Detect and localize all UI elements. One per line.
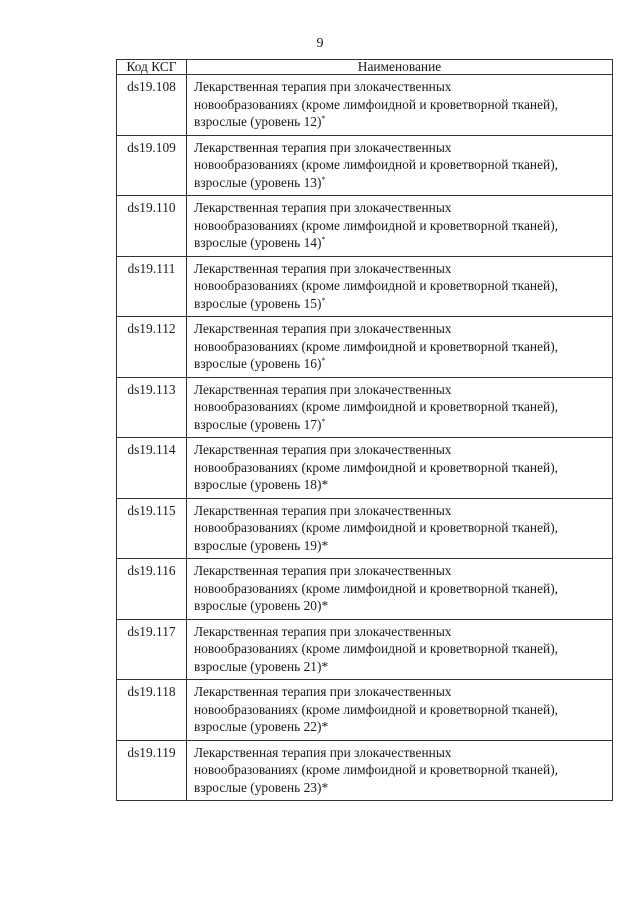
table-row: [117, 619, 613, 680]
ksg-code-cell: ds19.118: [117, 680, 187, 741]
name-line1: Лекарственная терапия при злокачественных: [194, 321, 452, 336]
ksg-code-cell: ds19.115: [117, 498, 187, 559]
name-line3-text: взрослые (уровень 22): [194, 719, 322, 734]
ksg-name-cell: [187, 680, 613, 741]
name-line2: новообразованиях (кроме лимфоидной и кроветворной тканей),: [194, 580, 559, 596]
name-line1: Лекарственная терапия при злокачественных: [194, 200, 452, 215]
name-line3: [194, 416, 610, 434]
name-line2: новообразованиях (кроме лимфоидной и кроветворной тканей),: [194, 399, 559, 414]
ksg-name-cell: [187, 256, 613, 317]
name-line3: [194, 658, 610, 676]
name-line3-text: взрослые (уровень 23): [194, 779, 322, 795]
name-line1: Лекарственная терапия при злокачественных: [194, 381, 452, 397]
footnote-mark: *: [321, 295, 326, 305]
ksg-name-cell: [187, 559, 613, 620]
table-row: [117, 559, 613, 620]
footnote-mark: *: [321, 235, 326, 244]
name-line3: [194, 113, 610, 131]
ksg-code-cell: ds19.111: [117, 256, 187, 317]
name-line2: новообразованиях (кроме лимфоидной и кроветворной тканей),: [194, 520, 559, 535]
footnote-mark: *: [321, 719, 329, 734]
name-line3-text: взрослые (уровень 16): [194, 356, 322, 371]
ksg-code-cell: ds19.108: [117, 75, 187, 136]
ksg-name-cell: [187, 135, 613, 196]
ksg-name-cell: [187, 619, 613, 680]
name-line1: Лекарственная терапия при злокачественных: [194, 79, 452, 94]
ksg-code-cell: ds19.117: [117, 619, 187, 680]
name-line1: Лекарственная терапия при злокачественных: [194, 260, 452, 276]
table-row: [117, 317, 613, 378]
name-line3: [194, 718, 610, 736]
ksg-name-cell: [187, 196, 613, 257]
footnote-mark: *: [321, 114, 326, 123]
name-line2: новообразованиях (кроме лимфоидной и кроветворной тканей),: [194, 278, 559, 293]
name-line3: [194, 174, 610, 192]
footnote-mark: *: [321, 416, 326, 426]
name-line3-text: взрослые (уровень 19): [194, 537, 322, 553]
table-row: [117, 256, 613, 317]
table-row: [117, 377, 613, 438]
header-code: Код КСГ: [117, 60, 187, 75]
name-line1: Лекарственная терапия при злокачественных: [194, 744, 452, 760]
footnote-mark: *: [321, 598, 329, 613]
ksg-name-cell: [187, 75, 613, 136]
name-line3-text: взрослые (уровень 17): [194, 416, 322, 432]
name-line3-text: взрослые (уровень 18): [194, 477, 322, 492]
name-line3: [194, 779, 610, 797]
name-line3: [194, 537, 610, 555]
footnote-mark: *: [321, 356, 326, 365]
table-row: [117, 75, 613, 136]
table-row: [117, 196, 613, 257]
ksg-code-cell: ds19.113: [117, 377, 187, 438]
table-row: [117, 135, 613, 196]
name-line3: [194, 295, 610, 313]
ksg-code-cell: ds19.109: [117, 135, 187, 196]
ksg-code-cell: ds19.119: [117, 740, 187, 801]
name-line3: [194, 234, 610, 252]
name-line2: новообразованиях (кроме лимфоидной и кроветворной тканей),: [194, 96, 559, 112]
name-line1: Лекарственная терапия при злокачественных: [194, 684, 452, 699]
name-line3-text: взрослые (уровень 21): [194, 658, 322, 674]
name-line2: новообразованиях (кроме лимфоидной и кроветворной тканей),: [194, 701, 559, 717]
footnote-mark: *: [321, 779, 329, 795]
name-line1: Лекарственная терапия при злокачественных: [194, 502, 452, 518]
name-line3-text: взрослые (уровень 20): [194, 598, 322, 613]
header-name: Наименование: [187, 60, 613, 75]
ksg-code-cell: ds19.114: [117, 438, 187, 499]
name-line2: новообразованиях (кроме лимфоидной и кроветворной тканей),: [194, 157, 559, 172]
name-line2: новообразованиях (кроме лимфоидной и кроветворной тканей),: [194, 217, 559, 233]
ksg-code-cell: ds19.112: [117, 317, 187, 378]
table-header-row: [117, 60, 613, 75]
name-line1: Лекарственная терапия при злокачественных: [194, 442, 452, 457]
footnote-mark: *: [321, 477, 329, 492]
table-row: [117, 438, 613, 499]
name-line1: Лекарственная терапия при злокачественных: [194, 623, 452, 639]
name-line3: [194, 597, 610, 615]
name-line1: Лекарственная терапия при злокачественных: [194, 139, 452, 155]
ksg-name-cell: [187, 498, 613, 559]
footnote-mark: *: [321, 658, 329, 674]
name-line3: [194, 476, 610, 494]
name-line2: новообразованиях (кроме лимфоидной и кроветворной тканей),: [194, 641, 559, 656]
footnote-mark: *: [321, 174, 326, 184]
name-line2: новообразованиях (кроме лимфоидной и кроветворной тканей),: [194, 762, 559, 777]
ksg-name-cell: [187, 317, 613, 378]
footnote-mark: *: [321, 537, 329, 553]
page-number: 9: [316, 36, 324, 51]
name-line2: новообразованиях (кроме лимфоидной и кроветворной тканей),: [194, 459, 559, 475]
name-line3-text: взрослые (уровень 14): [194, 235, 322, 250]
name-line3: [194, 355, 610, 373]
name-line3-text: взрослые (уровень 13): [194, 174, 322, 190]
name-line3-text: взрослые (уровень 12): [194, 114, 322, 129]
name-line2: новообразованиях (кроме лимфоидной и кроветворной тканей),: [194, 338, 559, 354]
name-line1: Лекарственная терапия при злокачественных: [194, 563, 452, 578]
name-line3-text: взрослые (уровень 15): [194, 295, 322, 311]
ksg-name-cell: [187, 377, 613, 438]
ksg-code-cell: ds19.110: [117, 196, 187, 257]
table-row: [117, 680, 613, 741]
ksg-code-cell: ds19.116: [117, 559, 187, 620]
ksg-name-cell: [187, 438, 613, 499]
ksg-name-cell: [187, 740, 613, 801]
table-row: [117, 498, 613, 559]
ksg-table: [116, 59, 613, 801]
table-row: [117, 740, 613, 801]
